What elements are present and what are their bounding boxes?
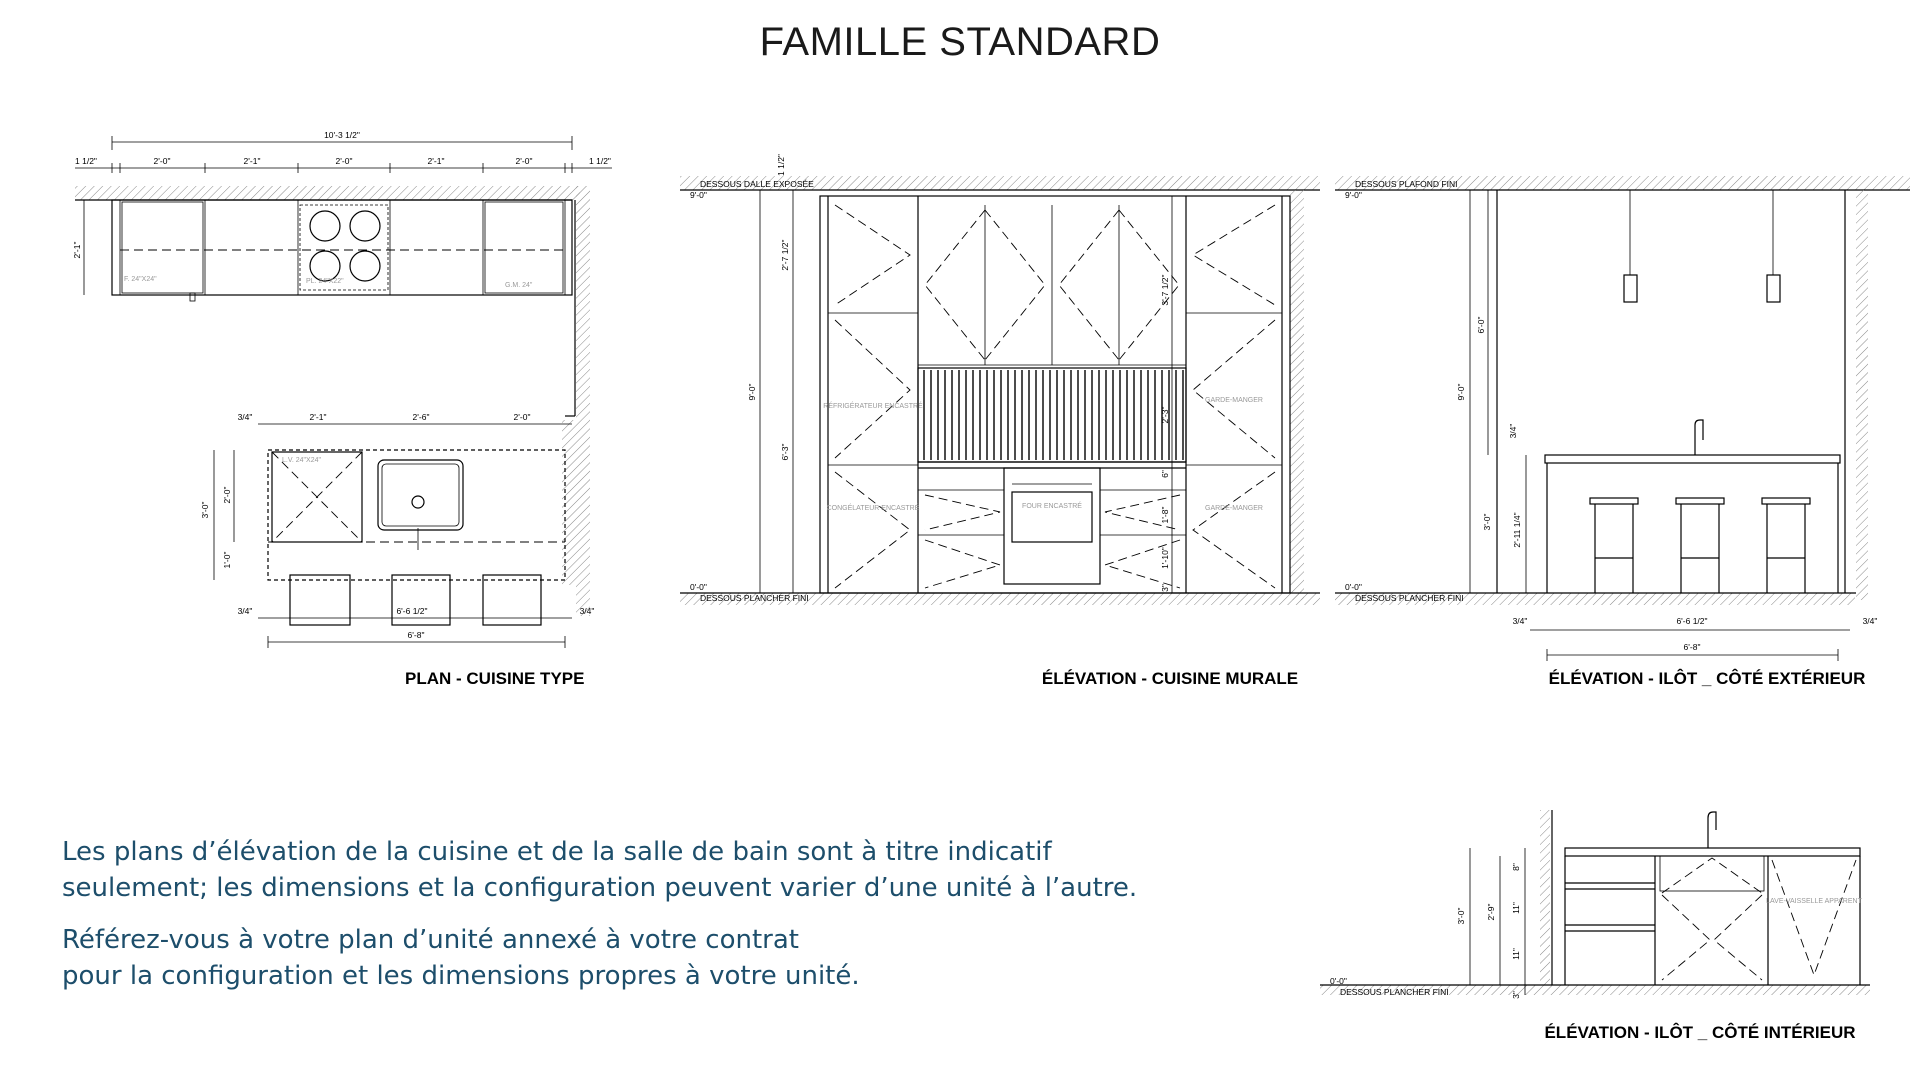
elevation-murale-label: ÉLÉVATION - CUISINE MURALE bbox=[1041, 669, 1299, 688]
level-top: DESSOUS PLAFOND FINI bbox=[1355, 179, 1458, 189]
label-pantry-upper: GARDE-MANGER bbox=[1205, 397, 1263, 404]
dim-label: 11" bbox=[1511, 948, 1521, 960]
dim-label: 1'-0" bbox=[222, 551, 232, 569]
level-top: DESSOUS DALLE EXPOSÉE bbox=[700, 179, 814, 189]
dim-label: 3'-7 1/2" bbox=[1160, 274, 1170, 306]
dim-label: 2'-11 1/4" bbox=[1512, 512, 1522, 548]
label-dishwasher: LAVE-VAISSELLE APPARENT bbox=[1766, 898, 1862, 905]
dim-label: 2'-0" bbox=[153, 156, 171, 166]
elevation-cuisine-murale bbox=[680, 154, 1320, 688]
note-indicatif: Les plans d’élévation de la cuisine et de la salle de bain sont à titre indicatif seulement; les dimensions et la configuration peuvent varier d’une unité à l’autre. bbox=[62, 837, 1138, 903]
plan-cuisine-type bbox=[72, 130, 612, 688]
label-fridge: RÉFRIGÉRATEUR ENCASTRÉ bbox=[823, 403, 923, 410]
dim-label: 2'-0" bbox=[335, 156, 353, 166]
dim-label: 11" bbox=[1511, 902, 1521, 914]
label-pantry-lower: GARDE-MANGER bbox=[1205, 505, 1263, 512]
level-bottom: DESSOUS PLANCHER FINI bbox=[700, 593, 809, 603]
note-contrat: Référez-vous à votre plan d’unité annexé à votre contrat pour la configuration et les dimensions propres à votre unité. bbox=[62, 925, 860, 991]
dim-label: 3/4" bbox=[1512, 616, 1528, 626]
elevation-ilot-interieur bbox=[1320, 810, 1870, 1042]
dim-label: 3'-0" bbox=[200, 501, 210, 519]
dim-label: 1 1/2" bbox=[75, 156, 97, 166]
plan-label: PLAN - CUISINE TYPE bbox=[405, 669, 585, 688]
dim-label: 6'-8" bbox=[407, 630, 425, 640]
dim-label: 2'-0" bbox=[222, 486, 232, 504]
notes bbox=[62, 834, 1242, 1010]
dim-overall-width: 10'-3 1/2" bbox=[324, 130, 360, 140]
dim-label: 2'-1" bbox=[427, 156, 445, 166]
dim-label: 2'-3" bbox=[1160, 406, 1170, 424]
dim-label: 6'-0" bbox=[1476, 316, 1486, 334]
dim-label: 2'-6" bbox=[412, 412, 430, 422]
level-bottom-value: 0'-0" bbox=[1345, 582, 1362, 592]
dim-label: 3/4" bbox=[579, 606, 595, 616]
label-oven: FOUR ENCASTRÉ bbox=[1022, 503, 1082, 510]
level-bottom: DESSOUS PLANCHER FINI bbox=[1355, 593, 1464, 603]
label-freezer: CONGÉLATEUR ENCASTRÉ bbox=[826, 505, 920, 512]
dim-label: 3" bbox=[1511, 991, 1521, 999]
level-top-value: 9'-0" bbox=[1345, 190, 1362, 200]
elevation-ilot-ext-label: ÉLÉVATION - ILÔT _ CÔTÉ EXTÉRIEUR bbox=[1548, 669, 1866, 688]
dim-label: 2'-9" bbox=[1486, 903, 1496, 921]
level-bottom-value: 0'-0" bbox=[690, 582, 707, 592]
dim-label: 6'-6 1/2" bbox=[396, 606, 428, 616]
dim-label: 1'-10" bbox=[1160, 547, 1170, 569]
dim-label: 3" bbox=[1160, 584, 1170, 592]
level-top-value: 9'-0" bbox=[690, 190, 707, 200]
label-pantry: G.M. 24" bbox=[505, 282, 533, 289]
dim-label: 9'-0" bbox=[747, 383, 757, 401]
dim-label: 2'-1" bbox=[243, 156, 261, 166]
dim-label: 2'-1" bbox=[72, 241, 82, 259]
dim-label: 2'-1" bbox=[309, 412, 327, 422]
dim-label: 2'-0" bbox=[513, 412, 531, 422]
dim-label: 1'-8" bbox=[1160, 506, 1170, 524]
level-bottom: DESSOUS PLANCHER FINI bbox=[1340, 987, 1449, 997]
level-bottom-value: 0'-0" bbox=[1330, 976, 1347, 986]
dim-label: 3'-0" bbox=[1482, 513, 1492, 531]
dim-label: 2'-7 1/2" bbox=[780, 239, 790, 271]
dim-label: 3'-0" bbox=[1456, 907, 1466, 925]
page-title: FAMILLE STANDARD bbox=[759, 20, 1161, 64]
dim-label: 3/4" bbox=[1508, 423, 1518, 439]
dim-label: 3/4" bbox=[237, 412, 253, 422]
elevation-ilot-exterieur bbox=[1335, 176, 1910, 688]
dim-label: 1 1/2" bbox=[776, 154, 786, 176]
label-dishwasher: L.V. 24"X24" bbox=[282, 457, 321, 464]
dim-label: 9'-0" bbox=[1456, 383, 1466, 401]
dim-label: 8" bbox=[1511, 863, 1521, 871]
elevation-ilot-int-label: ÉLÉVATION - ILÔT _ CÔTÉ INTÉRIEUR bbox=[1544, 1023, 1856, 1042]
dim-label: 6'-8" bbox=[1683, 642, 1701, 652]
dim-label: 6'-3" bbox=[780, 443, 790, 461]
label-cooktop: PL. 24"X22" bbox=[306, 278, 344, 285]
dim-label: 3/4" bbox=[1862, 616, 1878, 626]
dim-label: 1 1/2" bbox=[589, 156, 611, 166]
dim-label: 6" bbox=[1160, 470, 1170, 478]
label-fridge: F. 24"X24" bbox=[124, 276, 157, 283]
dim-label: 3/4" bbox=[237, 606, 253, 616]
dim-label: 2'-0" bbox=[515, 156, 533, 166]
dim-label: 6'-6 1/2" bbox=[1676, 616, 1708, 626]
